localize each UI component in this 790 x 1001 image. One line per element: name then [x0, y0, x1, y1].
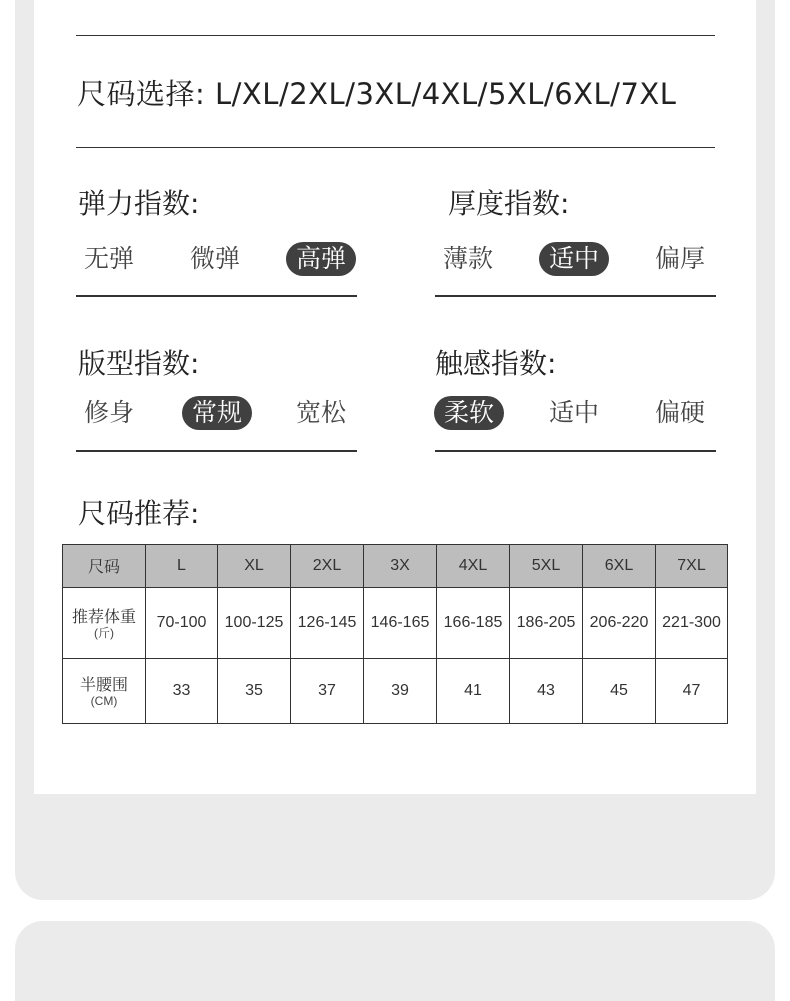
thickness-index: [435, 184, 716, 297]
table-cell: 221-300: [656, 588, 728, 659]
touch-index: [435, 344, 716, 452]
elasticity-option-high-selected[interactable]: 高弹: [286, 242, 356, 276]
table-header-cell: 3X: [364, 545, 437, 588]
elasticity-option-none[interactable]: 无弹: [84, 244, 135, 273]
table-cell: 45: [583, 659, 656, 724]
fit-option-loose[interactable]: 宽松: [296, 398, 347, 427]
table-cell: 100-125: [218, 588, 291, 659]
table-header-cell: 尺码: [63, 545, 146, 588]
table-cell: 35: [218, 659, 291, 724]
table-cell: 186-205: [510, 588, 583, 659]
table-cell: 146-165: [364, 588, 437, 659]
thickness-option-medium-selected[interactable]: 适中: [539, 242, 609, 276]
elasticity-title: 弹力指数:: [78, 187, 200, 220]
waist-unit: (CM): [90, 693, 118, 708]
fit-options: [76, 396, 357, 440]
fit-underline: [76, 450, 357, 452]
thickness-title: 厚度指数:: [448, 187, 570, 220]
table-header-cell: XL: [218, 545, 291, 588]
thickness-option-thin[interactable]: 薄款: [443, 244, 494, 273]
waist-row-label: [63, 659, 146, 724]
table-cell: 39: [364, 659, 437, 724]
table-cell: 126-145: [291, 588, 364, 659]
touch-title: 触感指数:: [435, 347, 557, 380]
thickness-options: [435, 242, 716, 286]
table-cell: 70-100: [146, 588, 218, 659]
table-cell: 33: [146, 659, 218, 724]
table-header-cell: 6XL: [583, 545, 656, 588]
table-cell: 206-220: [583, 588, 656, 659]
table-row-weight: [63, 588, 728, 659]
divider-middle: [76, 147, 715, 148]
fit-option-slim[interactable]: 修身: [84, 398, 135, 427]
table-header-cell: 7XL: [656, 545, 728, 588]
table-header-cell: L: [146, 545, 218, 588]
size-selection-values: L/XL/2XL/3XL/4XL/5XL/6XL/7XL: [215, 77, 677, 111]
table-cell: 166-185: [437, 588, 510, 659]
size-recommendation-table: [62, 544, 728, 724]
touch-underline: [435, 450, 716, 452]
thickness-underline: [435, 295, 716, 297]
elasticity-options: [76, 242, 357, 286]
fit-index: [76, 344, 357, 452]
table-cell: 37: [291, 659, 364, 724]
fit-option-regular-selected[interactable]: 常规: [182, 396, 252, 430]
touch-option-hard[interactable]: 偏硬: [655, 398, 706, 427]
touch-option-medium[interactable]: 适中: [549, 398, 600, 427]
table-header-cell: 5XL: [510, 545, 583, 588]
table-cell: 41: [437, 659, 510, 724]
weight-unit: (斤): [94, 625, 114, 640]
table-cell: 43: [510, 659, 583, 724]
divider-top: [76, 35, 715, 36]
size-selection-label: 尺码选择:: [77, 77, 206, 111]
thickness-option-thick[interactable]: 偏厚: [655, 244, 706, 273]
size-recommendation-title: 尺码推荐:: [78, 497, 200, 530]
elasticity-underline: [76, 295, 357, 297]
touch-option-soft-selected[interactable]: 柔软: [434, 396, 504, 430]
next-card: [15, 921, 775, 1001]
table-header-row: [63, 545, 728, 588]
elasticity-option-slight[interactable]: 微弹: [190, 244, 241, 273]
weight-label: 推荐体重: [71, 606, 136, 626]
size-selection: [77, 72, 676, 113]
waist-label: 半腰围: [79, 674, 128, 694]
elasticity-index: [76, 184, 357, 297]
table-header-cell: 2XL: [291, 545, 364, 588]
table-row-waist: [63, 659, 728, 724]
weight-row-label: [63, 588, 146, 659]
table-cell: 47: [656, 659, 728, 724]
touch-options: [435, 396, 716, 440]
table-header-cell: 4XL: [437, 545, 510, 588]
fit-title: 版型指数:: [78, 347, 200, 380]
